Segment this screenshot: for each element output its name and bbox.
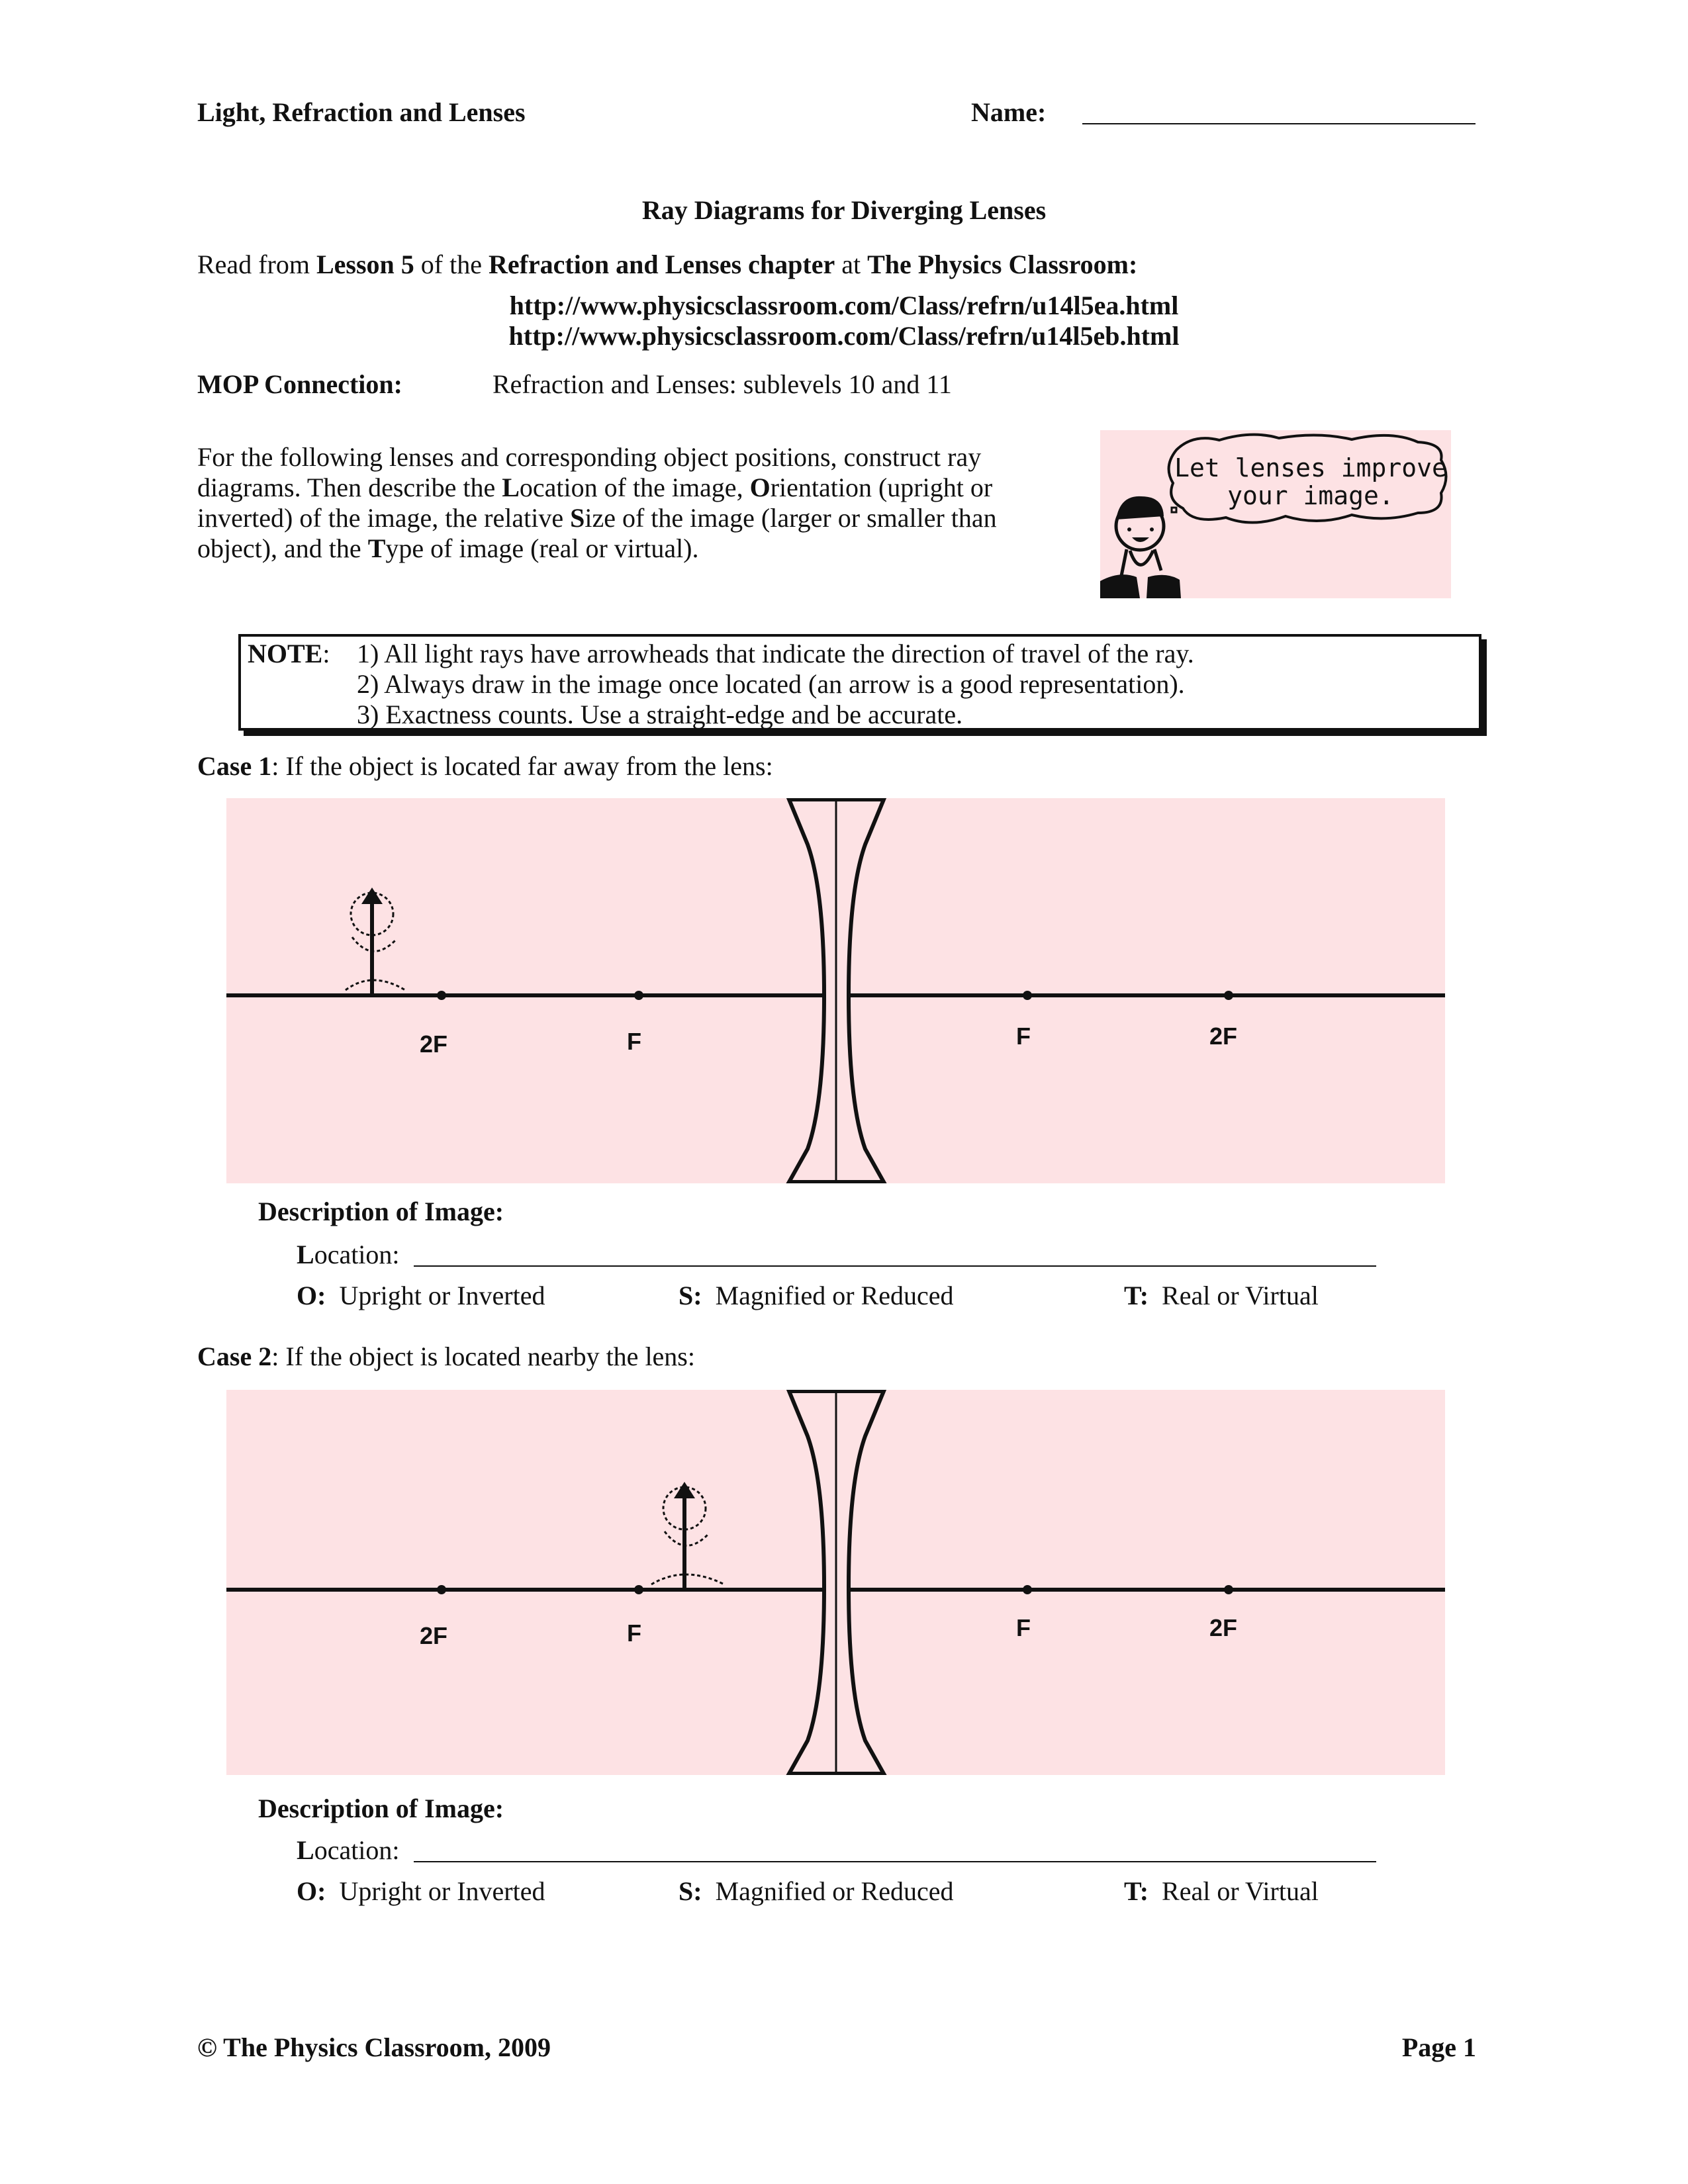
point-f-left (634, 1585, 643, 1594)
case-1-heading: Case 1: If the object is located far away from the lens: (197, 751, 773, 781)
point-2f-right (1224, 1585, 1233, 1594)
mop-label: MOP Connection: (197, 369, 402, 399)
label-f-right: F (1016, 1023, 1031, 1050)
chapter-ref: Refraction and Lenses chapter (488, 250, 835, 279)
header-title: Light, Refraction and Lenses (197, 97, 526, 127)
location-input-1[interactable] (414, 1265, 1376, 1267)
object-figure-icon (346, 887, 405, 993)
reading-text: at (835, 250, 868, 279)
mop-value: Refraction and Lenses: sublevels 10 and 11 (492, 369, 952, 399)
location-input-2[interactable] (414, 1861, 1376, 1862)
reading-instructions (197, 251, 1137, 278)
instructions-paragraph: For the following lenses and corresponding object positions, construct ray diagrams. Then describe the Location of the image, Orientation (upright or inverted) of the image, the relative Size of the image (larger or smaller than object), and the Type of image (real or virtual). (197, 442, 997, 563)
point-2f-left (437, 1585, 446, 1594)
point-f-right (1023, 991, 1032, 1000)
note-item-2: 2) Always draw in the image once located (an arrow is a good representation). (357, 669, 1185, 699)
name-label: Name: (971, 97, 1047, 127)
size-choice-1[interactable]: S: Magnified or Reduced (679, 1281, 954, 1310)
description-heading-1: Description of Image: (258, 1197, 504, 1226)
url-link-1[interactable]: http://www.physicsclassroom.com/Class/refrn/u14l5ea.html (509, 291, 1179, 320)
label-f-left: F (627, 1619, 641, 1647)
footer-page-number: Page 1 (1401, 2032, 1476, 2062)
orientation-choice-2[interactable]: O: Upright or Inverted (297, 1876, 545, 1906)
point-2f-right (1224, 991, 1233, 1000)
note-item-3: 3) Exactness counts. Use a straight-edge and be accurate. (357, 700, 963, 729)
label-2f-left: 2F (420, 1030, 448, 1058)
ray-diagram-case-1[interactable] (226, 798, 1445, 1183)
point-f-left (634, 991, 643, 1000)
url-link-2[interactable]: http://www.physicsclassroom.com/Class/refrn/u14l5eb.html (508, 321, 1180, 351)
lesson-ref: Lesson 5 (316, 250, 414, 279)
footer-copyright: © The Physics Classroom, 2009 (197, 2032, 551, 2062)
cartoon-figure-icon (1100, 430, 1451, 598)
worksheet-title: Ray Diagrams for Diverging Lenses (641, 195, 1047, 225)
note-item-1: 1) All light rays have arrowheads that indicate the direction of travel of the ray. (357, 639, 1194, 668)
point-f-right (1023, 1585, 1032, 1594)
ray-diagram-case-2[interactable] (226, 1390, 1445, 1775)
speech-line-1: Let lenses improve (1174, 453, 1447, 482)
case-2-heading: Case 2: If the object is located nearby the lens: (197, 1342, 695, 1371)
label-2f-right: 2F (1209, 1023, 1238, 1050)
type-choice-1[interactable]: T: Real or Virtual (1124, 1281, 1319, 1310)
label-f-left: F (627, 1028, 641, 1055)
type-choice-2[interactable]: T: Real or Virtual (1124, 1876, 1319, 1906)
location-label-1: Location: (297, 1240, 400, 1269)
description-heading-2: Description of Image: (258, 1794, 504, 1823)
object-figure-icon (651, 1482, 724, 1588)
label-f-right: F (1016, 1614, 1031, 1641)
label-2f-right: 2F (1209, 1614, 1238, 1641)
location-label-2: Location: (297, 1835, 400, 1865)
site-ref: The Physics Classroom: (867, 250, 1138, 279)
label-2f-left: 2F (420, 1622, 448, 1649)
name-input-line[interactable] (1082, 123, 1476, 124)
reading-text: of the (414, 250, 489, 279)
note-box (238, 634, 1481, 731)
point-2f-left (437, 991, 446, 1000)
speech-line-2: your image. (1227, 481, 1394, 510)
cartoon-illustration (1100, 430, 1451, 598)
note-label: NOTE: (248, 639, 330, 668)
reading-text: Read from (197, 250, 316, 279)
orientation-choice-1[interactable]: O: Upright or Inverted (297, 1281, 545, 1310)
size-choice-2[interactable]: S: Magnified or Reduced (679, 1876, 954, 1906)
